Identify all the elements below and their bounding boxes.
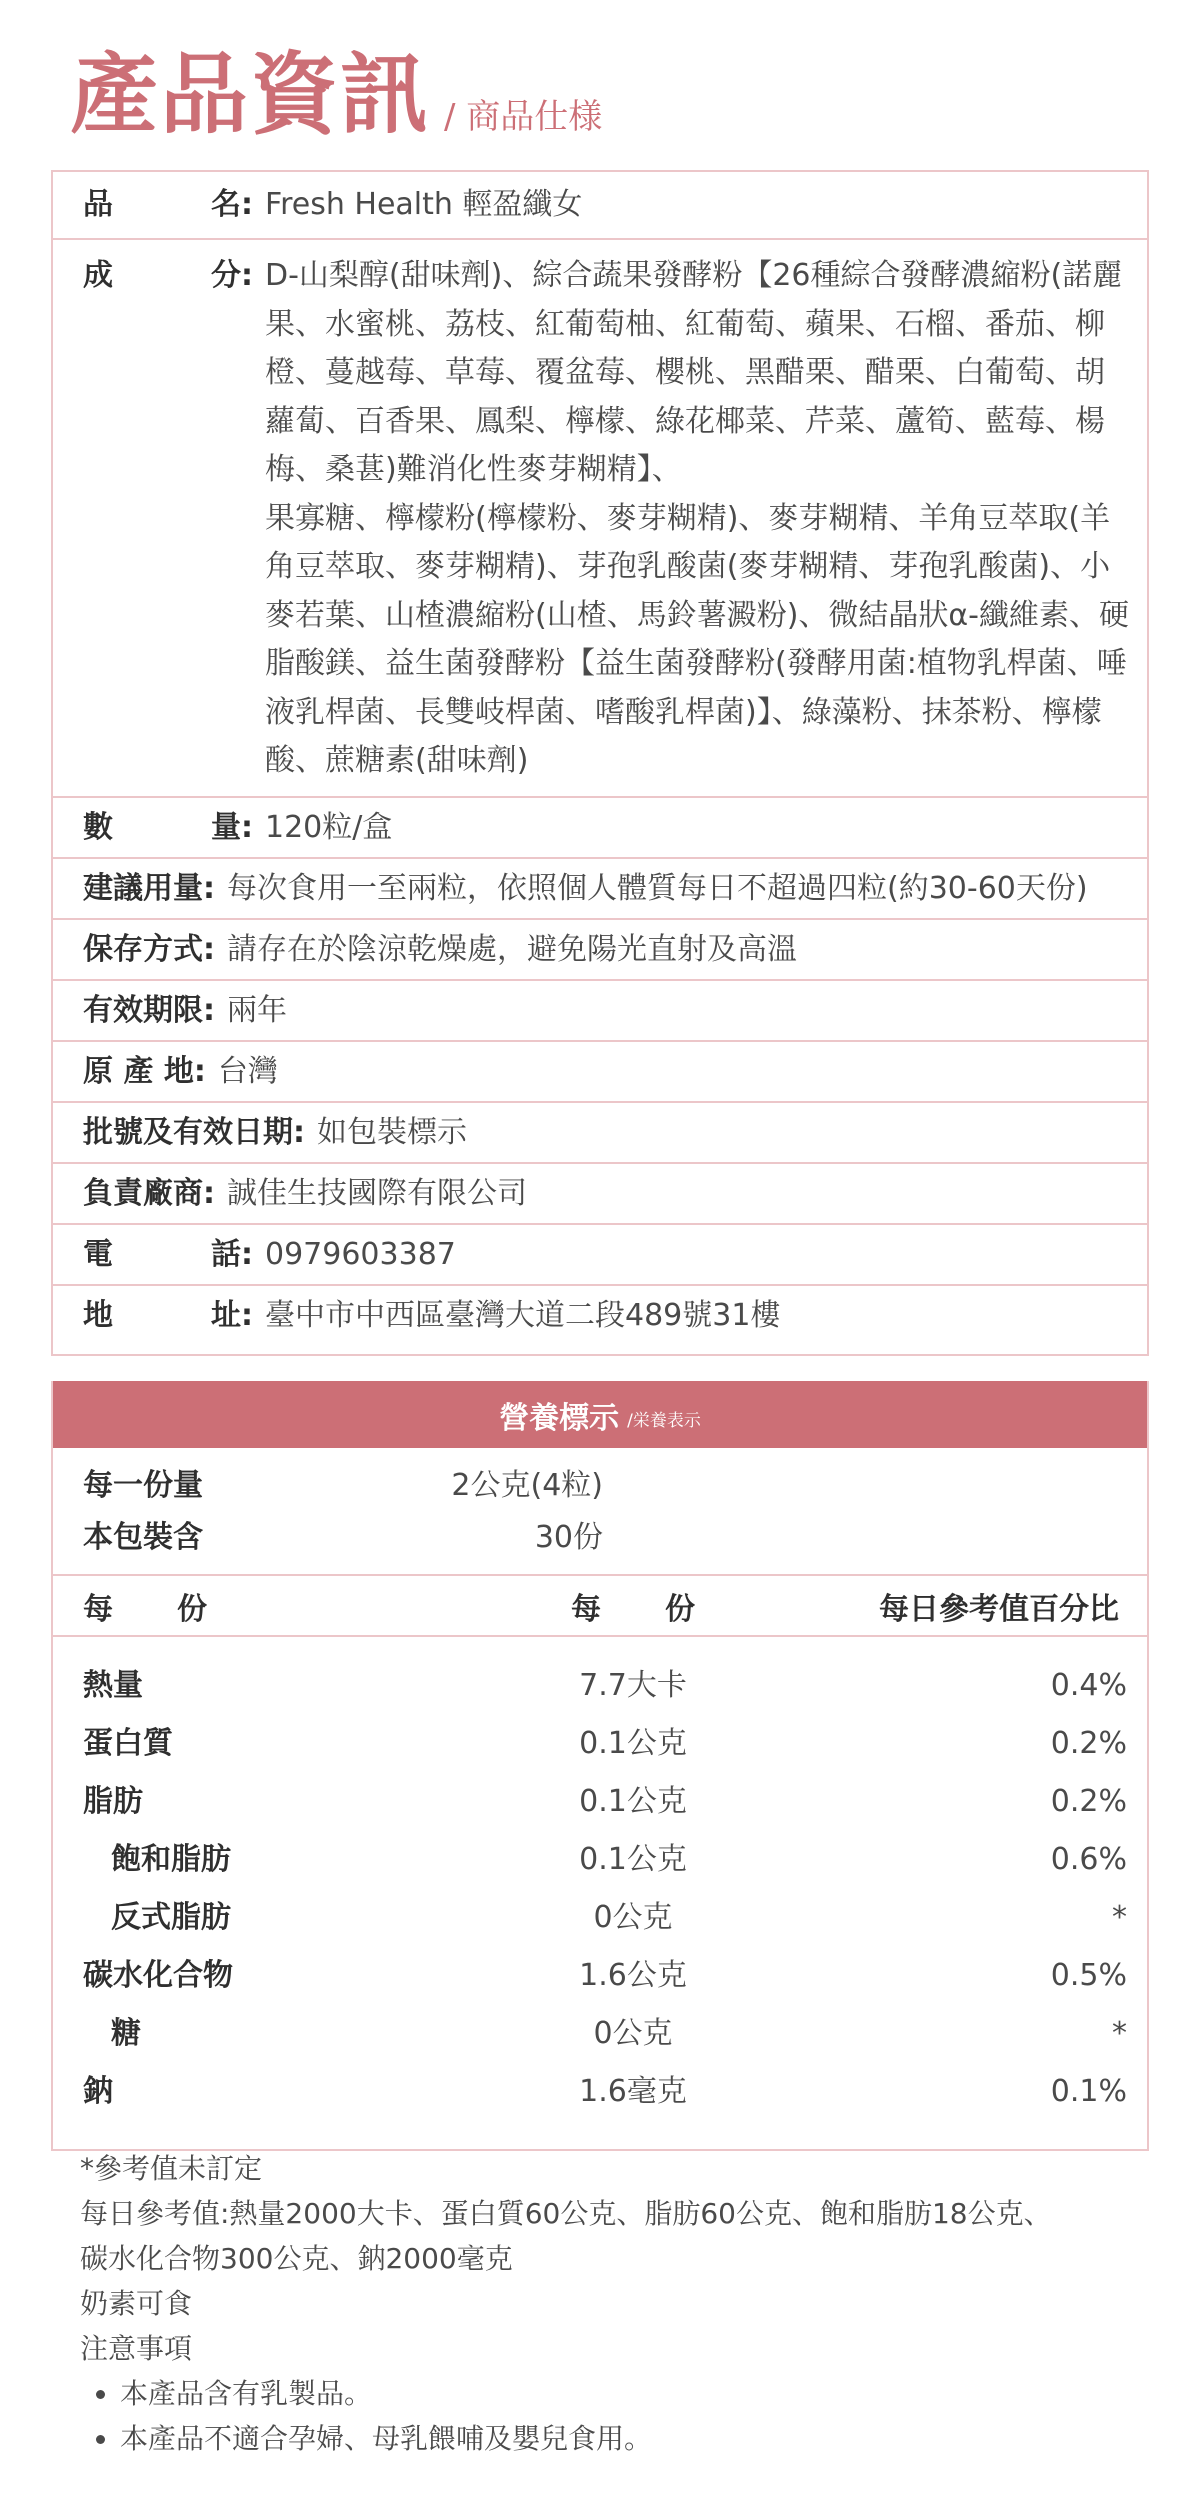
nutrition-header	[53, 1381, 1147, 1448]
servings-per-pack-row	[53, 1512, 1147, 1564]
label-char: 話:	[211, 1236, 253, 1272]
nutrition-rows	[53, 1637, 1147, 2149]
spec-label	[53, 1231, 253, 1279]
footnotes	[80, 2146, 1052, 2461]
spec-label: 建議用量:	[83, 870, 215, 906]
spec-row-quantity	[53, 796, 1147, 857]
product-spec-table	[51, 170, 1149, 1356]
serving-size-label: 每一份量	[83, 1468, 203, 1503]
spec-row-manufacturer	[53, 1162, 1147, 1223]
caution-item: • 本產品含有乳製品。	[120, 2371, 1052, 2416]
spec-label: 原 產 地:	[83, 1053, 206, 1089]
label-char: 量:	[211, 809, 253, 845]
nutrition-facts-panel	[51, 1381, 1149, 2151]
servings-value: 30份	[534, 1520, 603, 1555]
spec-row-batch	[53, 1101, 1147, 1162]
nutrient-daily-pct: *	[1112, 1900, 1127, 1935]
nutrient-amount: 0公克	[593, 2016, 673, 2051]
spec-label: 有效期限:	[83, 992, 215, 1028]
column-header-per-serving	[513, 1584, 753, 1628]
nutrient-row-protein	[53, 1715, 1147, 1773]
label-char: 成	[83, 258, 113, 293]
nutrient-amount: 0.1公克	[579, 1784, 687, 1819]
spec-value: 台灣	[217, 1053, 278, 1089]
nutrient-daily-pct: 0.6%	[1050, 1842, 1127, 1877]
label-char: 地	[83, 1297, 113, 1333]
label-char: 數	[83, 809, 113, 845]
label-char: 分:	[211, 258, 253, 293]
header-char: 份	[177, 1591, 207, 1627]
caution-list	[80, 2371, 1052, 2461]
nutrient-daily-pct: 0.2%	[1050, 1784, 1127, 1819]
spec-value: 誠佳生技國際有限公司	[227, 1175, 527, 1211]
nutrition-column-headers	[53, 1576, 1147, 1637]
spec-row-phone	[53, 1223, 1147, 1284]
spec-label: 負責廠商:	[83, 1175, 215, 1211]
page-header	[70, 40, 602, 150]
nutrient-name: 蛋白質	[83, 1726, 173, 1761]
nutrient-row-trans-fat	[53, 1889, 1147, 1947]
spec-value: 兩年	[227, 992, 287, 1028]
label-char: 址:	[211, 1297, 253, 1333]
nutrient-amount: 1.6毫克	[579, 2074, 687, 2109]
label-char: 名:	[211, 187, 253, 222]
header-char: 每	[571, 1591, 601, 1627]
spec-row-product-name	[53, 172, 1147, 238]
label-char: 電	[83, 1236, 113, 1272]
label-char: 品	[83, 187, 113, 222]
caution-item: • 本產品不適合孕婦、母乳餵哺及嬰兒食用。	[120, 2416, 1052, 2461]
nutrient-amount: 7.7大卡	[579, 1668, 687, 1703]
nutrient-row-saturated-fat	[53, 1831, 1147, 1889]
spec-row-storage	[53, 918, 1147, 979]
column-header-daily-value: 每日參考值百分比	[879, 1591, 1119, 1627]
nutrient-amount: 0.1公克	[579, 1842, 687, 1877]
ingredients-part-1: D-山梨醇(甜味劑)、綜合蔬果發酵粉【26種綜合發酵濃縮粉(諾麗果、水蜜桃、荔枝、紅葡萄柚、紅葡萄、蘋果、石榴、番茄、柳橙、蔓越莓、草莓、覆盆莓、櫻桃、黑醋栗、醋栗、白葡萄、胡蘿蔔、百香果、鳳梨、檸檬、綠花椰菜、芹菜、蘆筍、藍莓、楊梅、桑葚)難消化性麥芽糊精】、	[265, 258, 1123, 487]
nutrient-name: 鈉	[83, 2074, 113, 2109]
nutrient-daily-pct: 0.1%	[1050, 2074, 1127, 2109]
nutrient-daily-pct: *	[1112, 2016, 1127, 2051]
page-subtitle: / 商品仕様	[444, 97, 603, 137]
spec-value: 每次食用一至兩粒，依照個人體質每日不超過四粒(約30-60天份)	[227, 870, 1088, 906]
asterisk-note: *參考值未訂定	[80, 2152, 263, 2185]
nutrient-name: 熱量	[83, 1668, 143, 1703]
spec-value	[253, 252, 1147, 786]
nutrient-name: 碳水化合物	[83, 1958, 233, 1993]
address-value: 臺中市中西區臺灣大道二段489號31樓	[265, 1297, 781, 1333]
spec-value: 請存在於陰涼乾燥處，避免陽光直射及高溫	[227, 931, 797, 967]
daily-reference-line-1: 每日參考值:熱量2000大卡、蛋白質60公克、脂肪60公克、飽和脂肪18公克、	[80, 2197, 1052, 2230]
column-header-item	[53, 1584, 513, 1628]
nutrient-name: 糖	[111, 2016, 141, 2051]
serving-info	[53, 1448, 1147, 1576]
spec-label	[53, 181, 253, 233]
spec-value: 120粒/盒	[265, 809, 393, 845]
nutrition-title: 營養標示	[499, 1400, 620, 1436]
nutrient-row-fat	[53, 1773, 1147, 1831]
spec-value: Fresh Health 輕盈纖女	[265, 187, 583, 222]
nutrient-daily-pct: 0.4%	[1050, 1668, 1127, 1703]
ingredients-part-2: 果寡糖、檸檬粉(檸檬粉、麥芽糊精)、麥芽糊精、羊角豆萃取(羊角豆萃取、麥芽糊精)、芽孢乳酸菌(麥芽糊精、芽孢乳酸菌)、小麥若葉、山楂濃縮粉(山楂、馬鈴薯澱粉)、微結晶狀α-纖維素、硬脂酸鎂、益生菌發酵粉【益生菌發酵粉(發酵用菌:植物乳桿菌、唾液乳桿菌、長雙岐桿菌、嗜酸乳桿菌)】、綠藻粉、抹茶粉、檸檬酸、蔗糖素(甜味劑)	[265, 500, 1130, 778]
nutrition-subtitle: /栄養表示	[627, 1411, 701, 1431]
header-char: 份	[665, 1591, 695, 1627]
nutrient-name: 脂肪	[83, 1784, 143, 1819]
nutrient-row-energy	[53, 1657, 1147, 1715]
spec-row-ingredients	[53, 238, 1147, 796]
spec-row-dosage	[53, 857, 1147, 918]
header-char: 每	[83, 1591, 113, 1627]
servings-label: 本包裝含	[83, 1520, 203, 1555]
nutrient-daily-pct: 0.2%	[1050, 1726, 1127, 1761]
nutrient-amount: 0公克	[593, 1900, 673, 1935]
nutrient-row-carbohydrate	[53, 1947, 1147, 2005]
spec-label	[53, 804, 253, 852]
caution-title: 注意事項	[80, 2332, 193, 2365]
nutrient-name: 反式脂肪	[111, 1900, 231, 1935]
spec-row-address	[53, 1284, 1147, 1354]
nutrient-amount: 0.1公克	[579, 1726, 687, 1761]
nutrient-row-sugar	[53, 2005, 1147, 2063]
serving-size-value: 2公克(4粒)	[451, 1468, 603, 1503]
spec-row-origin	[53, 1040, 1147, 1101]
serving-size-row	[53, 1460, 1147, 1512]
spec-label: 保存方式:	[83, 931, 215, 967]
spec-label: 批號及有效日期:	[83, 1114, 305, 1150]
spec-label	[53, 1292, 253, 1349]
diet-note: 奶素可食	[80, 2287, 193, 2320]
phone-number: 0979603387	[265, 1236, 456, 1272]
nutrient-daily-pct: 0.5%	[1050, 1958, 1127, 1993]
spec-value: 如包裝標示	[317, 1114, 467, 1150]
spec-label	[53, 252, 253, 786]
page-title: 產品資訊	[70, 43, 431, 146]
spec-row-shelf-life	[53, 979, 1147, 1040]
nutrient-row-sodium	[53, 2063, 1147, 2121]
nutrient-name: 飽和脂肪	[111, 1842, 231, 1877]
nutrient-amount: 1.6公克	[579, 1958, 687, 1993]
daily-reference-line-2: 碳水化合物300公克、鈉2000毫克	[80, 2242, 513, 2275]
